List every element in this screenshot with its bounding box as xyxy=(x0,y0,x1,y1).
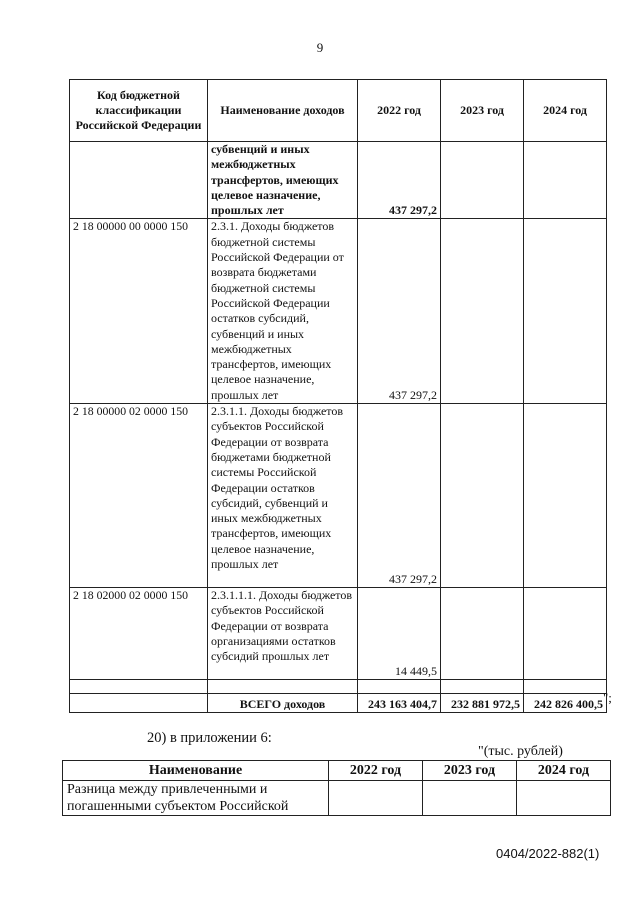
row-code: 2 18 00000 02 0000 150 xyxy=(70,404,208,588)
total-row xyxy=(70,694,607,713)
row-name: 2.3.1.1.1. Доходы бюджетов субъектов Российской Федерации от возврата организациями остатков субсидий прошлых лет xyxy=(208,588,358,680)
row-code: 2 18 02000 02 0000 150 xyxy=(70,588,208,680)
row-name: 2.3.1.1. Доходы бюджетов субъектов Российской Федерации от возврата бюджетами бюджетной системы Российской Федерации остатков субсидий, субвенций и иных межбюджетных трансфертов, имеющих целевое назначение, прошлых лет xyxy=(208,404,358,588)
header-2023: 2023 год xyxy=(441,80,524,142)
table-row xyxy=(70,219,607,404)
row-2024 xyxy=(524,219,607,404)
total-2024: 242 826 400,5 xyxy=(524,694,607,713)
row-2024 xyxy=(524,142,607,219)
t2-header-2023: 2023 год xyxy=(423,761,517,781)
t2-row-name: Разница между привлеченными и погашенными субъектом Российской xyxy=(63,781,329,816)
page-number: 9 xyxy=(316,40,324,55)
row-name: 2.3.1. Доходы бюджетов бюджетной системы Российской Федерации от возврата бюджетами бюджетной системы Российской Федерации остатков субсидий, субвенций и иных межбюджетных трансфертов, имеющих целевое назначение, прошлых лет xyxy=(208,219,358,404)
table-row xyxy=(70,142,607,219)
t2-header-2022: 2022 год xyxy=(329,761,423,781)
row-2023 xyxy=(441,404,524,588)
header-2024: 2024 год xyxy=(524,80,607,142)
amendment-item: 20) в приложении 6: xyxy=(147,730,272,746)
total-label: ВСЕГО доходов xyxy=(208,694,358,713)
revenue-table xyxy=(69,79,607,713)
table-row xyxy=(70,588,607,680)
units-label: "(тыс. рублей) xyxy=(478,744,563,759)
header-code: Код бюджетной классификации Российской Федерации xyxy=(70,80,208,142)
row-2022: 437 297,2 xyxy=(358,219,441,404)
table-row xyxy=(70,404,607,588)
row-2022: 14 449,5 xyxy=(358,588,441,680)
closing-quote-mark: "; xyxy=(603,690,612,705)
total-2022: 243 163 404,7 xyxy=(358,694,441,713)
document-code: 0404/2022-882(1) xyxy=(496,846,600,861)
header-2022: 2022 год xyxy=(358,80,441,142)
row-2022: 437 297,2 xyxy=(358,404,441,588)
row-2023 xyxy=(441,219,524,404)
row-2023 xyxy=(441,588,524,680)
row-code xyxy=(70,142,208,219)
total-2023: 232 881 972,5 xyxy=(441,694,524,713)
row-code: 2 18 00000 00 0000 150 xyxy=(70,219,208,404)
t2-header-2024: 2024 год xyxy=(517,761,611,781)
empty-row xyxy=(70,680,607,694)
row-2024 xyxy=(524,588,607,680)
appendix6-table xyxy=(62,760,611,816)
row-2024 xyxy=(524,404,607,588)
row-2023 xyxy=(441,142,524,219)
t2-header-name: Наименование xyxy=(63,761,329,781)
row-2022: 437 297,2 xyxy=(358,142,441,219)
table-row xyxy=(63,781,611,816)
row-name: субвенций и иных межбюджетных трансфертов, имеющих целевое назначение, прошлых лет xyxy=(208,142,358,219)
header-name: Наименование доходов xyxy=(208,80,358,142)
